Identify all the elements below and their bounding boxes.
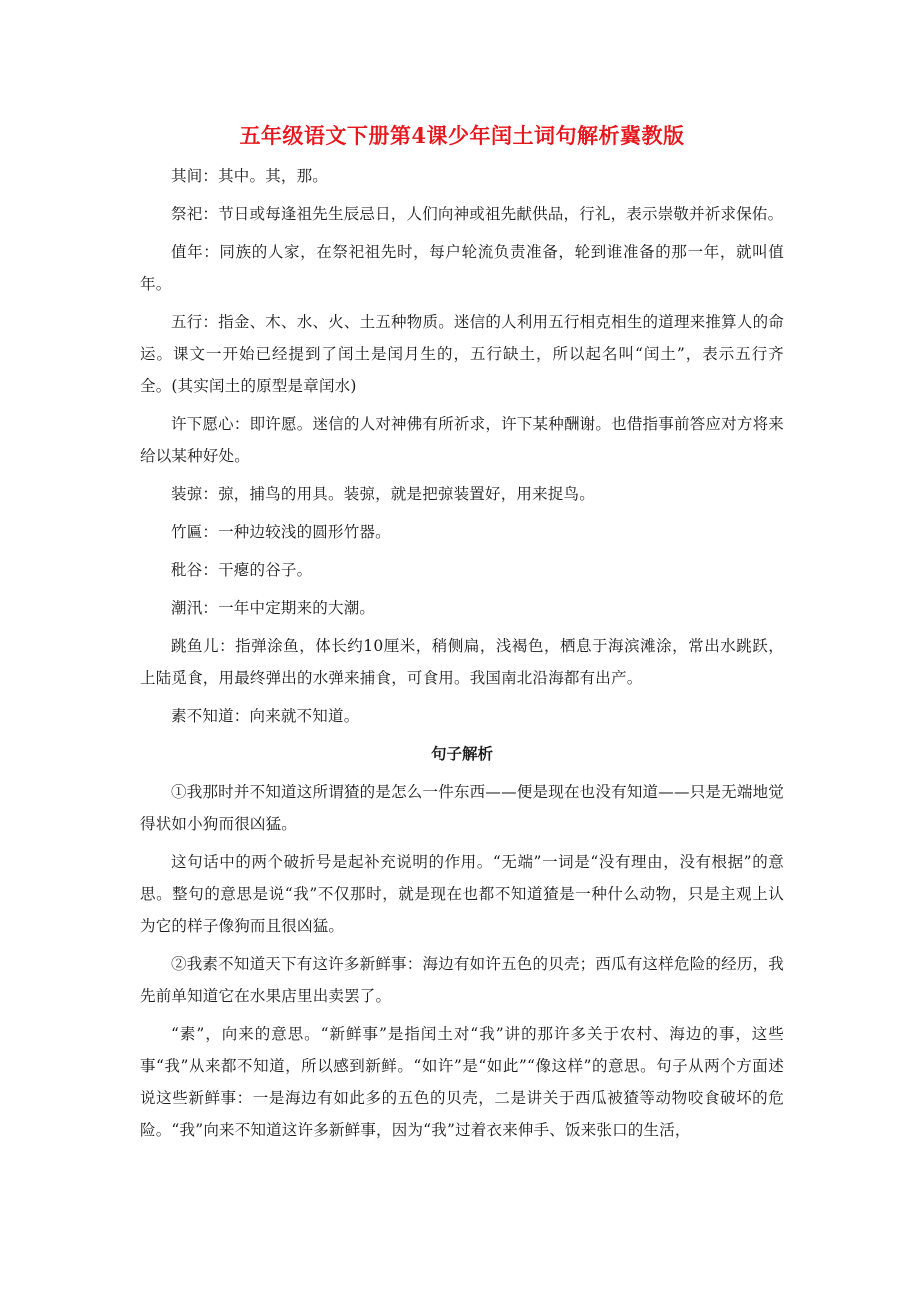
definition-paragraph: 其间：其中。其，那。	[171, 167, 329, 185]
document-title: 五年级语文下册第4课少年闰土词句解析冀教版	[239, 123, 685, 148]
sentence-quote: ①我那时并不知道这所谓猹的是怎么一件东西——便是现在也没有知道——只是无端地觉得状如小狗而很凶猛。	[140, 783, 784, 833]
definition-paragraph: 潮汛：一年中定期来的大潮。	[171, 599, 376, 617]
definition-paragraph: 竹匾：一种边较浅的圆形竹器。	[171, 523, 391, 541]
definition-paragraph: 素不知道：向来就不知道。	[171, 707, 360, 725]
sentence-quote: ②我素不知道天下有这许多新鲜事：海边有如许五色的贝壳；西瓜有这样危险的经历，我先前单知道它在水果店里出卖罢了。	[140, 955, 784, 1005]
definition-paragraph: 五行：指金、木、水、火、土五种物质。迷信的人利用五行相克相生的道理来推算人的命运。课文一开始已经提到了闰土是闰月生的，五行缺土，所以起名叫“闰土”，表示五行齐全。(其实闰土的原型是章闰水)	[140, 313, 784, 395]
sentence-analysis: 这句话中的两个破折号是起补充说明的作用。“无端”一词是“没有理由，没有根据”的意思。整句的意思是说“我”不仅那时，就是现在也都不知道猹是一种什么动物，只是主观上认为它的样子像狗而且很凶猛。	[140, 853, 784, 935]
definition-paragraph: 祭祀：节日或每逢祖先生辰忌日，人们向神或祖先献供品，行礼，表示崇敬并祈求保佑。	[171, 205, 784, 223]
definition-paragraph: 许下愿心：即许愿。迷信的人对神佛有所祈求，许下某种酬谢。也借指事前答应对方将来给以某种好处。	[140, 415, 784, 465]
sentence-analysis: “素”，向来的意思。“新鲜事”是指闰土对“我”讲的那许多关于农村、海边的事，这些事“我”从来都不知道，所以感到新鲜。“如许”是“如此”“像这样”的意思。句子从两个方面述说这些新鲜事：一是海边有如此多的五色的贝壳，二是讲关于西瓜被猹等动物咬食破坏的危险。“我”向来不知道这许多新鲜事，因为“我”过着衣来伸手、饭来张口的生活，	[140, 1025, 784, 1139]
definition-paragraph: 跳鱼儿：指弹涂鱼，体长约10厘米，稍侧扁，浅褐色，栖息于海滨滩涂，常出水跳跃，上陆觅食，用最终弹出的水弹来捕食，可食用。我国南北沿海都有出产。	[140, 637, 784, 687]
definition-paragraph: 装弶：弶，捕鸟的用具。装弶，就是把弶装置好，用来捉鸟。	[171, 485, 595, 503]
definition-paragraph: 值年：同族的人家，在祭祀祖先时，每户轮流负责准备，轮到谁准备的那一年，就叫值年。	[140, 243, 784, 293]
document-page	[140, 118, 784, 1152]
definition-paragraph: 秕谷：干瘪的谷子。	[171, 561, 313, 579]
section-heading: 句子解析	[430, 744, 493, 763]
